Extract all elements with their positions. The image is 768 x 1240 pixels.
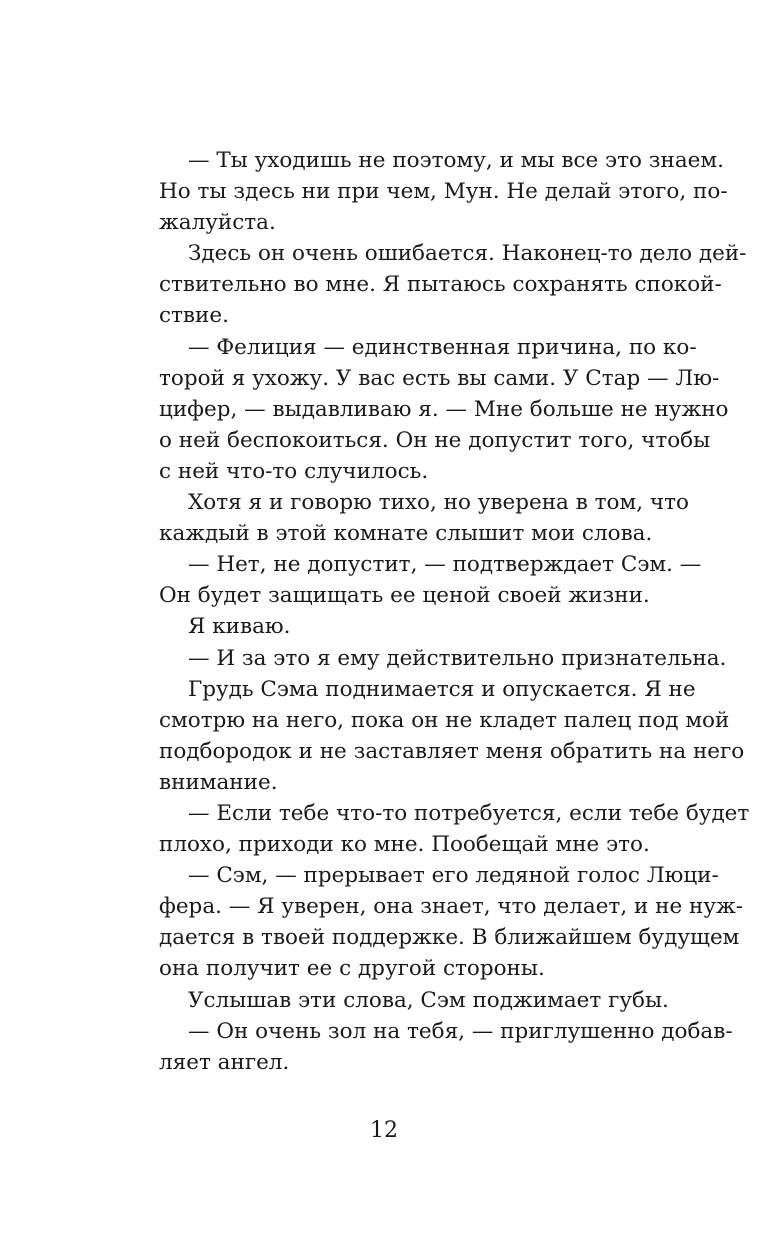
text-line: — И за это я ему действительно признательна. bbox=[188, 645, 727, 671]
text-line: жалуйста. bbox=[159, 210, 276, 236]
body-text bbox=[159, 145, 750, 1078]
text-line: дается в твоей поддержке. В ближайшем будущем bbox=[159, 925, 740, 951]
text-line: ляет ангел. bbox=[159, 1049, 290, 1075]
text-line: с ней что-то случилось. bbox=[159, 458, 429, 484]
text-line: плохо, приходи ко мне. Пообещай мне это. bbox=[159, 832, 650, 858]
text-line: — Сэм, — прерывает его ледяной голос Люци- bbox=[188, 863, 719, 889]
text-line: Я киваю. bbox=[188, 614, 291, 640]
text-line: — Нет, не допустит, — подтверждает Сэм. — bbox=[188, 552, 702, 578]
text-line: — Он очень зол на тебя, — приглушенно добав- bbox=[188, 1018, 733, 1044]
text-line: Хотя я и говорю тихо, но уверена в том, что bbox=[188, 490, 689, 516]
text-line: Грудь Сэма поднимается и опускается. Я не bbox=[188, 676, 696, 702]
text-line: цифер, — выдавливаю я. — Мне больше не нужно bbox=[159, 396, 729, 422]
text-line: ствие. bbox=[159, 303, 229, 329]
text-line: каждый в этой комнате слышит мои слова. bbox=[159, 521, 653, 547]
page-number: 12 bbox=[370, 1118, 398, 1143]
text-line: — Ты уходишь не поэтому, и мы все это знаем. bbox=[188, 148, 724, 173]
text-line: ствительно во мне. Я пытаюсь сохранять спокой- bbox=[159, 272, 722, 298]
text-line: — Фелиция — единственная причина, по ко- bbox=[188, 334, 697, 360]
text-line: Он будет защищать ее ценой своей жизни. bbox=[159, 583, 650, 609]
text-line: она получит ее с другой стороны. bbox=[159, 956, 545, 982]
text-line: смотрю на него, пока он не кладет палец под мой bbox=[159, 707, 730, 733]
text-line: Здесь он очень ошибается. Наконец-то дело дей- bbox=[188, 241, 747, 267]
text-line: о ней беспокоиться. Он не допустит того, чтобы bbox=[159, 427, 711, 453]
text-line: фера. — Я уверен, она знает, что делает, и не нуж- bbox=[159, 894, 744, 920]
text-line: Услышав эти слова, Сэм поджимает губы. bbox=[188, 987, 669, 1013]
text-line: внимание. bbox=[159, 769, 278, 795]
text-line: подбородок и не заставляет меня обратить на него bbox=[159, 738, 745, 764]
text-line: — Если тебе что-то потребуется, если тебе будет bbox=[188, 800, 750, 826]
text-line: Но ты здесь ни при чем, Мун. Не делай этого, по- bbox=[159, 179, 728, 205]
text-line: торой я ухожу. У вас есть вы сами. У Стар — Лю- bbox=[159, 365, 720, 391]
